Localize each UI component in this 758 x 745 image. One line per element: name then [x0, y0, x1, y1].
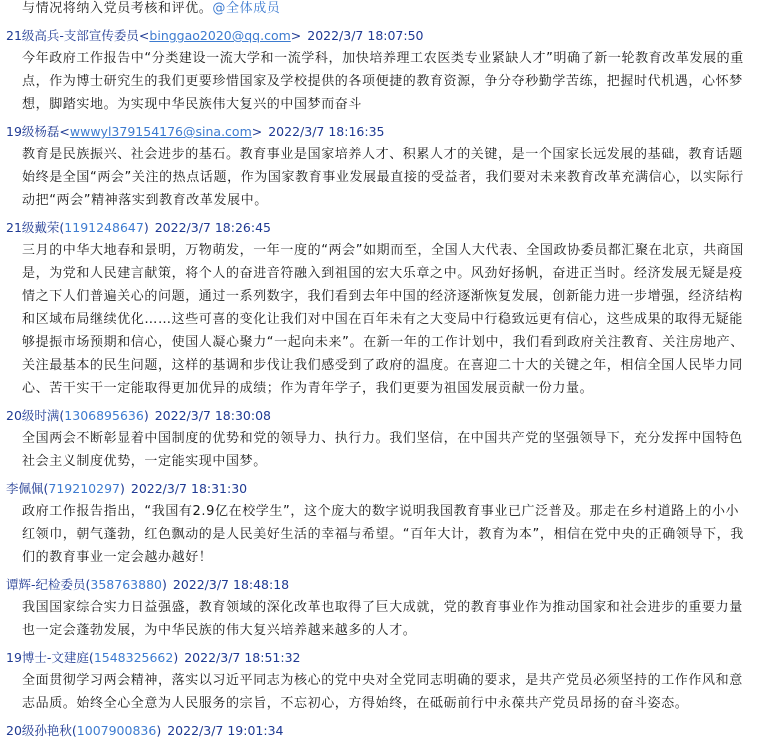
message-text: 教育是民族振兴、社会进步的基石。教育事业是国家培养人才、积累人才的关键，是一个国家长远发展的基础，教育话题始终是全国“两会”关注的热点话题，作为国家教育事业发展最直接的受益者，我们要对未来教育改革充满信心，以实际行动把“两会”精神落实到教育改革发展中。: [22, 147, 744, 208]
message-timestamp: 2022/3/7 18:16:35: [268, 124, 385, 139]
message-timestamp: 2022/3/7 18:48:18: [172, 577, 290, 592]
message-text: 与情况将纳入党员考核和评优。@全体成员: [22, 1, 281, 16]
message-timestamp: 2022/3/7 18:30:08: [154, 408, 271, 423]
sender-name[interactable]: 19级杨磊: [6, 124, 60, 139]
message-item: [0, 719, 758, 742]
message-timestamp: 2022/3/7 18:31:30: [130, 481, 248, 496]
sender-name[interactable]: 19博士-文建庭: [6, 650, 89, 665]
message-item: [0, 573, 758, 642]
message-item: [0, 216, 758, 400]
sender-qq-number[interactable]: 719210297: [48, 481, 120, 496]
message-header: 19博士-文建庭(1548325662) 2022/3/7 18:51:32: [6, 650, 301, 665]
sender-name[interactable]: 21级戴荣: [6, 220, 60, 235]
sender-name[interactable]: 21级高兵-支部宣传委员: [6, 28, 139, 43]
sender-email-link[interactable]: binggao2020@qq.com: [149, 28, 291, 43]
message-timestamp: 2022/3/7 18:26:45: [154, 220, 271, 235]
sender-qq-number[interactable]: 1548325662: [93, 650, 174, 665]
message-text: 全面贯彻学习两会精神，落实以习近平同志为核心的党中央对全党同志明确的要求，是共产党员必须坚持的工作作风和意志品质。始终全心全意为人民服务的宗旨，不忘初心，方得始终，在砥砺前行中永葆共产党员昂扬的奋斗姿态。: [22, 673, 743, 711]
mention-all-members[interactable]: @全体成员: [212, 1, 281, 16]
sender-qq-number[interactable]: 1007900836: [76, 723, 157, 738]
message-item: [0, 120, 758, 212]
message-timestamp: 2022/3/7 18:07:50: [307, 28, 424, 43]
message-item: [0, 24, 758, 116]
message-header: 21级戴荣(1191248647) 2022/3/7 18:26:45: [6, 220, 271, 235]
message-item: [0, 477, 758, 569]
sender-qq-number[interactable]: 1191248647: [64, 220, 144, 235]
message-header: 19级杨磊<wwwyl379154176@sina.com> 2022/3/7 18:16:35: [6, 124, 385, 139]
sender-name[interactable]: 20级时满: [6, 408, 60, 423]
sender-name[interactable]: 谭辉-纪检委员: [6, 577, 86, 592]
message-header: 20级时满(1306895636) 2022/3/7 18:30:08: [6, 408, 271, 423]
sender-name[interactable]: 20级孙艳秋: [6, 723, 72, 738]
message-text: 我国国家综合实力日益强盛，教育领域的深化改革也取得了巨大成就，党的教育事业作为推动国家和社会进步的重要力量也一定会蓬勃发展，为中华民族的伟大复兴培养越来越多的人才。: [22, 600, 743, 638]
message-item: [0, 404, 758, 473]
sender-qq-number[interactable]: 358763880: [90, 577, 162, 592]
message-item: [0, 0, 758, 20]
message-header: 李佩佩(719210297) 2022/3/7 18:31:30: [6, 481, 248, 496]
message-header: 20级孙艳秋(1007900836) 2022/3/7 19:01:34: [6, 723, 284, 738]
message-timestamp: 2022/3/7 18:51:32: [184, 650, 301, 665]
message-header: 谭辉-纪检委员(358763880) 2022/3/7 18:48:18: [6, 577, 290, 592]
message-timestamp: 2022/3/7 19:01:34: [167, 723, 284, 738]
message-header: 21级高兵-支部宣传委员<binggao2020@qq.com> 2022/3/7 18:07:50: [6, 28, 424, 43]
message-text: 今年政府工作报告中“分类建设一流大学和一流学科，加快培养理工农医类专业紧缺人才”明确了新一轮教育改革发展的重点，作为博士研究生的我们更要珍惜国家及学校提供的各项便捷的教育资源，争分夺秒勤学苦练，把握时代机遇，心怀梦想，脚踏实地。为实现中华民族伟大复兴的中国梦而奋斗: [22, 51, 744, 112]
sender-qq-number[interactable]: 1306895636: [64, 408, 144, 423]
sender-name[interactable]: 李佩佩: [6, 481, 44, 496]
message-text: 全国两会不断彰显着中国制度的优势和党的领导力、执行力。我们坚信，在中国共产党的坚强领导下，充分发挥中国特色社会主义制度优势，一定能实现中国梦。: [22, 431, 743, 469]
message-text: 政府工作报告指出，“我国有2.9亿在校学生”，这个庞大的数字说明我国教育事业已广泛普及。那走在乡村道路上的小小红领巾，朝气蓬勃，红色飘动的是人民美好生活的幸福与希望。“百年大计，教育为本”，相信在党中央的正确领导下，我们的教育事业一定会越办越好！: [22, 504, 744, 565]
message-item: [0, 646, 758, 715]
message-text: 三月的中华大地春和景明，万物萌发，一年一度的“两会”如期而至，全国人大代表、全国政协委员都汇聚在北京，共商国是，为党和人民建言献策，将个人的奋进音符融入到祖国的宏大乐章之中。风劲好扬帆，奋进正当时。经济发展无疑是疫情之下人们普遍关心的问题，通过一系列数字，我们看到去年中国的经济逐渐恢复发展，创新能力进一步增强，经济结构和区域布局继续优化……这些可喜的变化让我们对中国在百年未有之大变局中行稳致远更有信心，这些成果的取得无疑能够提振市场预期和信心，使国人凝心聚力“一起向未来”。在新一年的工作计划中，我们看到政府关注教育、关注房地产、关注最基本的民生问题，这样的基调和步伐让我们感受到了政府的温度。在喜迎二十大的关键之年，相信全国人民毕力同心、苦干实干一定能取得更加优异的成绩；作为青年学子，我们更要为祖国发展贡献一份力量。: [22, 243, 744, 396]
sender-email-link[interactable]: wwwyl379154176@sina.com: [69, 124, 252, 139]
